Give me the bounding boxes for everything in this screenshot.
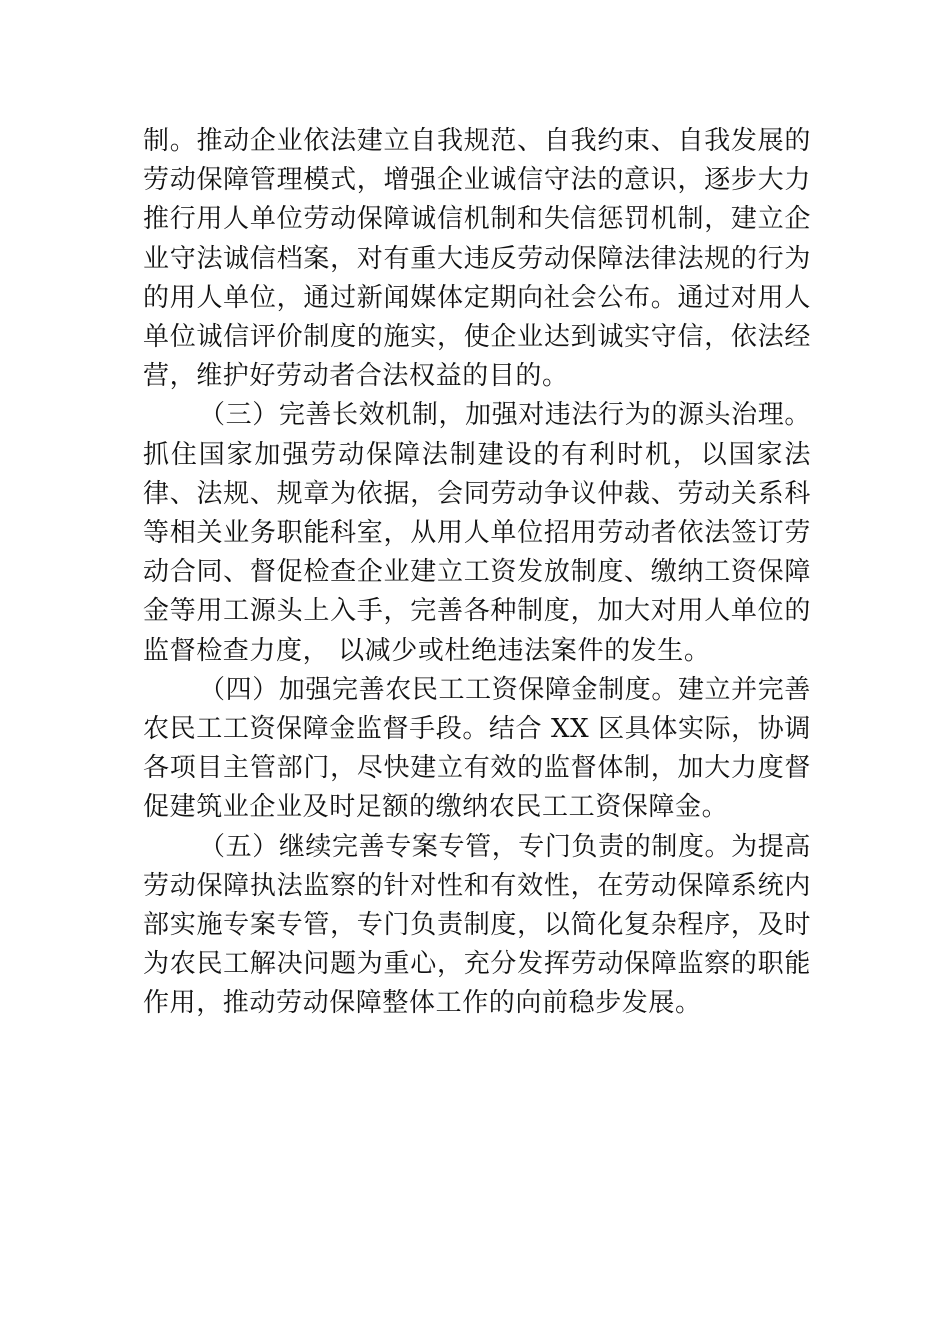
paragraph-section-four: （四）加强完善农民工工资保障金制度。建立并完善农民工工资保障金监督手段。结合 XX 区具体实际，协调各项目主管部门，尽快建立有效的监督体制，加大力度督促建筑业企业及时足额的缴纳农民工工资保障金。 [143, 674, 811, 823]
document-body [143, 122, 811, 1024]
paragraph-section-three: （三）完善长效机制，加强对违法行为的源头治理。抓住国家加强劳动保障法制建设的有利时机，以国家法律、法规、规章为依据，会同劳动争议仲裁、劳动关系科等相关业务职能科室，从用人单位招用劳动者依法签订劳动合同、督促检查企业建立工资发放制度、缴纳工资保障金等用工源头上入手，完善各种制度，加大对用人单位的监督检查力度， 以减少或杜绝违法案件的发生。 [143, 400, 811, 666]
paragraph-continuation: 制。推动企业依法建立自我规范、自我约束、自我发展的劳动保障管理模式，增强企业诚信守法的意识，逐步大力推行用人单位劳动保障诚信机制和失信惩罚机制，建立企业守法诚信档案，对有重大违反劳动保障法律法规的行为的用人单位，通过新闻媒体定期向社会公布。通过对用人单位诚信评价制度的施实，使企业达到诚实守信，依法经营，维护好劳动者合法权益的目的。 [143, 126, 811, 392]
paragraph-section-five: （五）继续完善专案专管，专门负责的制度。为提高劳动保障执法监察的针对性和有效性，在劳动保障系统内部实施专案专管，专门负责制度，以简化复杂程序，及时为农民工解决问题为重心，充分发挥劳动保障监察的职能作用，推动劳动保障整体工作的向前稳步发展。 [143, 831, 811, 1019]
